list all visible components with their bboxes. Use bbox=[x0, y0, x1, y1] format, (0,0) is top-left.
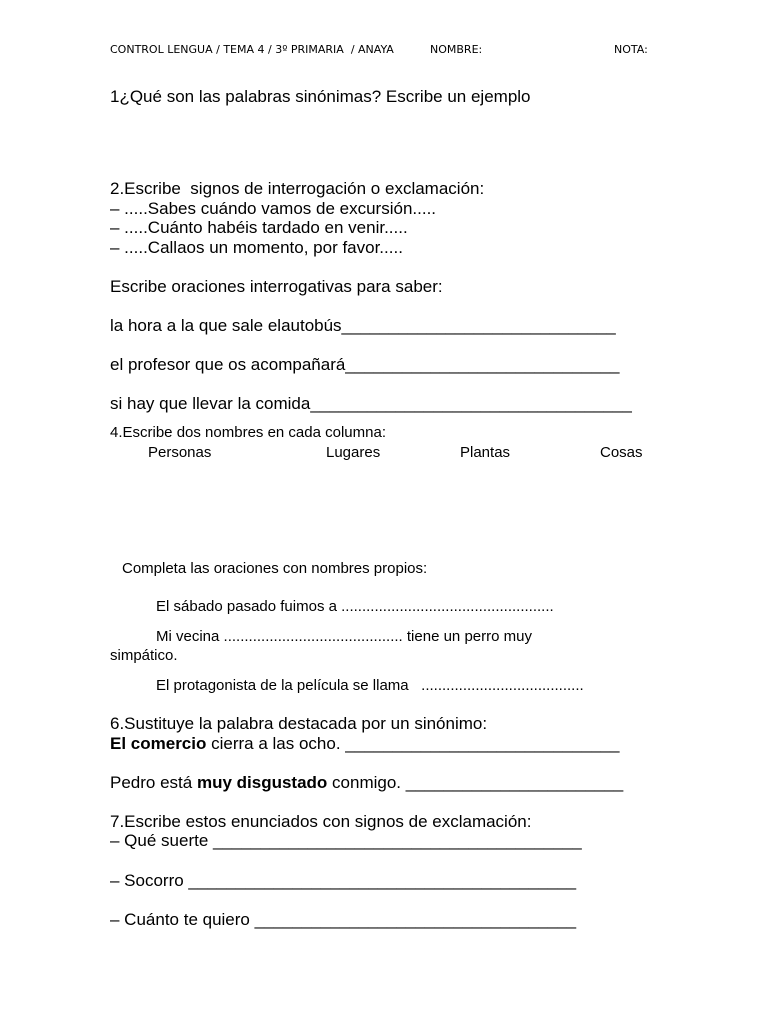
column-header-plantas: Plantas bbox=[460, 444, 511, 461]
question-5-line: El protagonista de la película se llama ....................................... bbox=[156, 677, 584, 694]
header-name-label: NOMBRE: bbox=[430, 43, 483, 56]
question-2-item: – .....Sabes cuándo vamos de excursión..... bbox=[110, 199, 437, 218]
question-3-item: la hora a la que sale elautobús_____________________________ bbox=[110, 316, 616, 335]
header-grade-label: NOTA: bbox=[614, 43, 648, 56]
question-6-item-rest: conmigo. _______________________ bbox=[327, 773, 624, 792]
question-6-item-rest: cierra a las ocho. _____________________________ bbox=[206, 734, 620, 753]
question-7-item: – Socorro _________________________________________ bbox=[110, 871, 577, 890]
question-5-line: El sábado pasado fuimos a ................................................... bbox=[156, 598, 554, 615]
question-7-title: 7.Escribe estos enunciados con signos de exclamación: bbox=[110, 812, 532, 831]
question-3-item: si hay que llevar la comida__________________________________ bbox=[110, 394, 632, 413]
question-6-title: 6.Sustituye la palabra destacada por un sinónimo: bbox=[110, 714, 488, 733]
question-6-item bbox=[110, 734, 619, 754]
column-header-lugares: Lugares bbox=[326, 444, 381, 461]
question-3-item: el profesor que os acompañará_____________________________ bbox=[110, 355, 620, 374]
question-5-title: Completa las oraciones con nombres propios: bbox=[122, 560, 428, 577]
question-4-title: 4.Escribe dos nombres en cada columna: bbox=[110, 424, 386, 441]
question-7-item: – Cuánto te quiero __________________________________ bbox=[110, 910, 577, 929]
highlighted-word: El comercio bbox=[110, 734, 207, 753]
question-2-item: – .....Cuánto habéis tardado en venir..... bbox=[110, 218, 408, 237]
question-2-item: – .....Callaos un momento, por favor..... bbox=[110, 238, 403, 257]
question-1: 1¿Qué son las palabras sinónimas? Escribe un ejemplo bbox=[110, 87, 531, 106]
question-7-item: – Qué suerte _______________________________________ bbox=[110, 831, 582, 850]
column-header-cosas: Cosas bbox=[600, 444, 643, 461]
question-3-title: Escribe oraciones interrogativas para saber: bbox=[110, 277, 443, 296]
question-6-item bbox=[110, 773, 623, 793]
header-title: CONTROL LENGUA / TEMA 4 / 3º PRIMARIA / ANAYA bbox=[110, 43, 394, 56]
question-2-title: 2.Escribe signos de interrogación o exclamación: bbox=[110, 179, 485, 198]
question-6-item-start: Pedro está bbox=[110, 773, 197, 792]
question-5-line: Mi vecina ........................................... tiene un perro muy bbox=[156, 628, 532, 645]
column-header-personas: Personas bbox=[148, 444, 212, 461]
highlighted-word: muy disgustado bbox=[196, 773, 328, 792]
question-5-line-continued: simpático. bbox=[110, 647, 178, 664]
